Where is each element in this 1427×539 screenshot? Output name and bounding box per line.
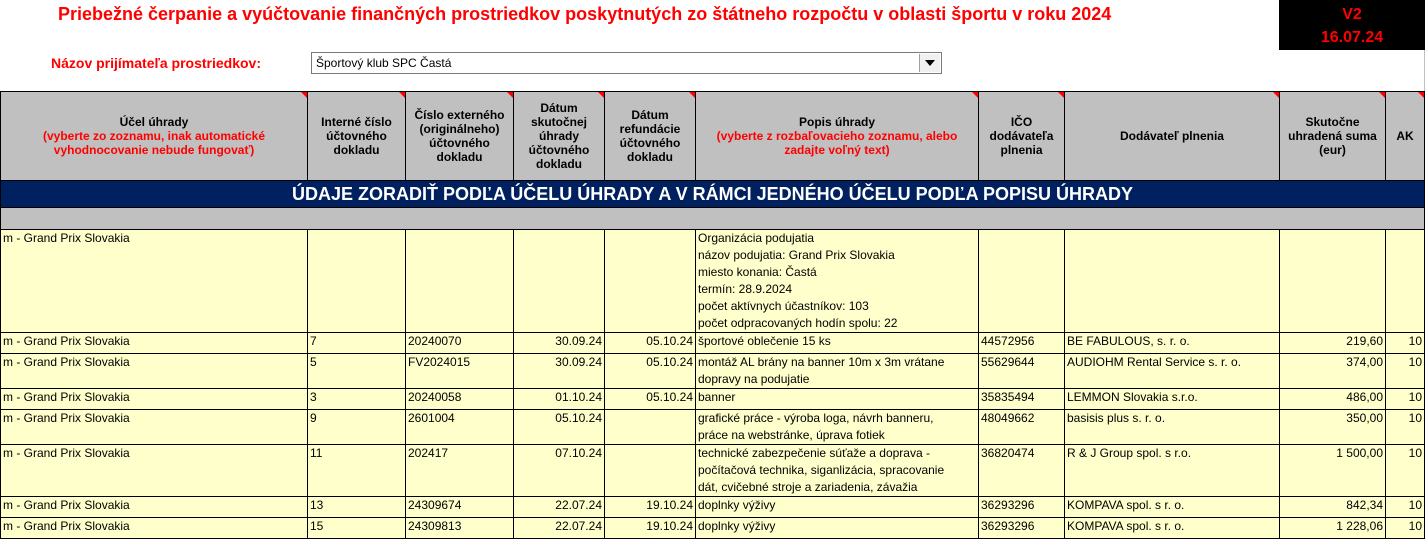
recipient-label: Názov prijímateľa prostriedkov: — [51, 55, 262, 71]
col-header-ico[interactable]: IČO dodávateľa plnenia — [979, 92, 1065, 181]
cell-external[interactable]: 20240058 — [406, 389, 514, 410]
cell-paid-date[interactable]: 22.07.24 — [514, 497, 605, 518]
recipient-dropdown[interactable] — [311, 52, 942, 74]
cell-paid-date[interactable] — [514, 230, 605, 333]
cell-amount[interactable]: 219,60 — [1280, 333, 1386, 354]
cell-amount[interactable]: 374,00 — [1280, 354, 1386, 389]
col-header-refund-date[interactable]: Dátum refundácie účtovného dokladu — [605, 92, 696, 181]
cell-paid-date[interactable]: 30.09.24 — [514, 354, 605, 389]
cell-ak[interactable]: 10 — [1386, 333, 1425, 354]
version-box — [1279, 0, 1425, 50]
cell-ak[interactable] — [1386, 230, 1425, 333]
cell-purpose[interactable]: m - Grand Prix Slovakia — [1, 518, 308, 539]
cell-description[interactable]: grafické práce - výroba loga, návrh banneru, práce na webstránke, úprava fotiek — [696, 410, 979, 445]
cell-refund-date[interactable]: 19.10.24 — [605, 497, 696, 518]
cell-paid-date[interactable]: 22.07.24 — [514, 518, 605, 539]
cell-supplier[interactable] — [1065, 230, 1280, 333]
cell-supplier[interactable]: AUDIOHM Rental Service s. r. o. — [1065, 354, 1280, 389]
cell-purpose[interactable]: m - Grand Prix Slovakia — [1, 410, 308, 445]
cell-amount[interactable]: 842,34 — [1280, 497, 1386, 518]
cell-refund-date[interactable]: 05.10.24 — [605, 354, 696, 389]
cell-ico[interactable]: 48049662 — [979, 410, 1065, 445]
table-row — [1, 497, 1425, 518]
col-header-supplier[interactable]: Dodávateľ plnenia — [1065, 92, 1280, 181]
cell-external[interactable]: 24309674 — [406, 497, 514, 518]
cell-internal[interactable]: 15 — [308, 518, 406, 539]
expense-table — [0, 91, 1425, 539]
cell-paid-date[interactable]: 07.10.24 — [514, 445, 605, 497]
cell-ak[interactable]: 10 — [1386, 410, 1425, 445]
cell-ico[interactable]: 36293296 — [979, 518, 1065, 539]
cell-supplier[interactable]: KOMPAVA spol. s r. o. — [1065, 518, 1280, 539]
cell-internal[interactable]: 13 — [308, 497, 406, 518]
cell-amount[interactable] — [1280, 230, 1386, 333]
cell-external[interactable]: 202417 — [406, 445, 514, 497]
cell-amount[interactable]: 486,00 — [1280, 389, 1386, 410]
cell-refund-date[interactable]: 19.10.24 — [605, 518, 696, 539]
cell-refund-date[interactable] — [605, 230, 696, 333]
cell-ico[interactable]: 44572956 — [979, 333, 1065, 354]
cell-external[interactable]: 2601004 — [406, 410, 514, 445]
cell-description[interactable]: doplnky výživy — [696, 497, 979, 518]
cell-paid-date[interactable]: 01.10.24 — [514, 389, 605, 410]
cell-purpose[interactable]: m - Grand Prix Slovakia — [1, 497, 308, 518]
cell-internal[interactable]: 11 — [308, 445, 406, 497]
sort-instruction-banner: ÚDAJE ZORADIŤ PODĽA ÚČELU ÚHRADY A V RÁMCI JEDNÉHO ÚČELU PODĽA POPISU ÚHRADY — [1, 181, 1425, 208]
spacer-cell[interactable] — [1, 208, 1425, 230]
cell-internal[interactable]: 9 — [308, 410, 406, 445]
cell-ico[interactable]: 36820474 — [979, 445, 1065, 497]
col-header-internal-number[interactable]: Interné číslo účtovného dokladu — [308, 92, 406, 181]
cell-purpose[interactable]: m - Grand Prix Slovakia — [1, 389, 308, 410]
col-header-payment-date[interactable]: Dátum skutočnej úhrady účtovného dokladu — [514, 92, 605, 181]
cell-external[interactable]: 24309813 — [406, 518, 514, 539]
spacer-row — [1, 208, 1425, 230]
cell-ak[interactable]: 10 — [1386, 445, 1425, 497]
col-header-ak[interactable]: AK — [1386, 92, 1425, 181]
cell-ico[interactable] — [979, 230, 1065, 333]
page-title: Priebežné čerpanie a vyúčtovanie finančných prostriedkov poskytnutých zo štátneho rozpočtu v oblasti športu v roku 2024 — [58, 4, 1112, 24]
table-row — [1, 410, 1425, 445]
cell-ak[interactable]: 10 — [1386, 497, 1425, 518]
cell-amount[interactable]: 350,00 — [1280, 410, 1386, 445]
cell-ico[interactable]: 35835494 — [979, 389, 1065, 410]
version-label: V2 — [1342, 6, 1362, 23]
col-header-purpose[interactable]: Účel úhrady (vyberte zo zoznamu, inak automatické vyhodnocovanie nebude fungovať) — [1, 92, 308, 181]
cell-internal[interactable] — [308, 230, 406, 333]
cell-internal[interactable]: 5 — [308, 354, 406, 389]
cell-description[interactable]: banner — [696, 389, 979, 410]
table-row — [1, 230, 1425, 333]
cell-supplier[interactable]: R & J Group spol. s r.o. — [1065, 445, 1280, 497]
cell-ak[interactable]: 10 — [1386, 389, 1425, 410]
cell-paid-date[interactable]: 30.09.24 — [514, 333, 605, 354]
table-row — [1, 354, 1425, 389]
cell-purpose[interactable]: m - Grand Prix Slovakia — [1, 445, 308, 497]
cell-amount[interactable]: 1 228,06 — [1280, 518, 1386, 539]
table-row — [1, 445, 1425, 497]
table-row — [1, 333, 1425, 354]
cell-paid-date[interactable]: 05.10.24 — [514, 410, 605, 445]
cell-internal[interactable]: 3 — [308, 389, 406, 410]
cell-supplier[interactable]: KOMPAVA spol. s r. o. — [1065, 497, 1280, 518]
cell-external[interactable]: 20240070 — [406, 333, 514, 354]
cell-purpose[interactable]: m - Grand Prix Slovakia — [1, 354, 308, 389]
cell-refund-date[interactable]: 05.10.24 — [605, 389, 696, 410]
cell-supplier[interactable]: LEMMON Slovakia s.r.o. — [1065, 389, 1280, 410]
table-row — [1, 518, 1425, 539]
cell-purpose[interactable]: m - Grand Prix Slovakia — [1, 230, 308, 333]
recipient-value: Športový klub SPC Častá — [316, 56, 452, 70]
cell-purpose[interactable]: m - Grand Prix Slovakia — [1, 333, 308, 354]
cell-ico[interactable]: 36293296 — [979, 497, 1065, 518]
col-header-amount[interactable]: Skutočne uhradená suma (eur) — [1280, 92, 1386, 181]
cell-description[interactable]: doplnky výživy — [696, 518, 979, 539]
chevron-down-icon[interactable] — [919, 54, 940, 72]
table-row — [1, 389, 1425, 410]
cell-ico[interactable]: 55629644 — [979, 354, 1065, 389]
cell-ak[interactable]: 10 — [1386, 518, 1425, 539]
cell-description[interactable]: športové oblečenie 15 ks — [696, 333, 979, 354]
cell-description[interactable]: technické zabezpečenie súťaže a doprava - počítačová technika, siganlizácia, spracovanie dát, cvičebné stroje a zariadenia, závažia — [696, 445, 979, 497]
cell-external[interactable]: FV2024015 — [406, 354, 514, 389]
cell-refund-date[interactable] — [605, 445, 696, 497]
grid-edge — [1424, 50, 1425, 91]
col-header-description[interactable]: Popis úhrady (vyberte z rozbaľovacieho zoznamu, alebo zadajte voľný text) — [696, 92, 979, 181]
cell-external[interactable] — [406, 230, 514, 333]
cell-supplier[interactable]: BE FABULOUS, s. r. o. — [1065, 333, 1280, 354]
cell-supplier[interactable]: basisis plus s. r. o. — [1065, 410, 1280, 445]
cell-description[interactable]: Organizácia podujatia názov podujatia: Grand Prix Slovakia miesto konania: Častá termín: 28.9.2024 počet aktívnych účastníkov: 103 počet odpracovaných hodín spolu: 22 — [696, 230, 979, 333]
cell-ak[interactable]: 10 — [1386, 354, 1425, 389]
cell-internal[interactable]: 7 — [308, 333, 406, 354]
cell-description[interactable]: montáž AL brány na banner 10m x 3m vrátane dopravy na podujatie — [696, 354, 979, 389]
header-row — [1, 92, 1425, 181]
version-date: 16.07.24 — [1320, 29, 1384, 46]
col-header-external-number[interactable]: Číslo externého (originálneho) účtovného dokladu — [406, 92, 514, 181]
cell-refund-date[interactable] — [605, 410, 696, 445]
cell-refund-date[interactable]: 05.10.24 — [605, 333, 696, 354]
banner-row — [1, 181, 1425, 208]
cell-amount[interactable]: 1 500,00 — [1280, 445, 1386, 497]
